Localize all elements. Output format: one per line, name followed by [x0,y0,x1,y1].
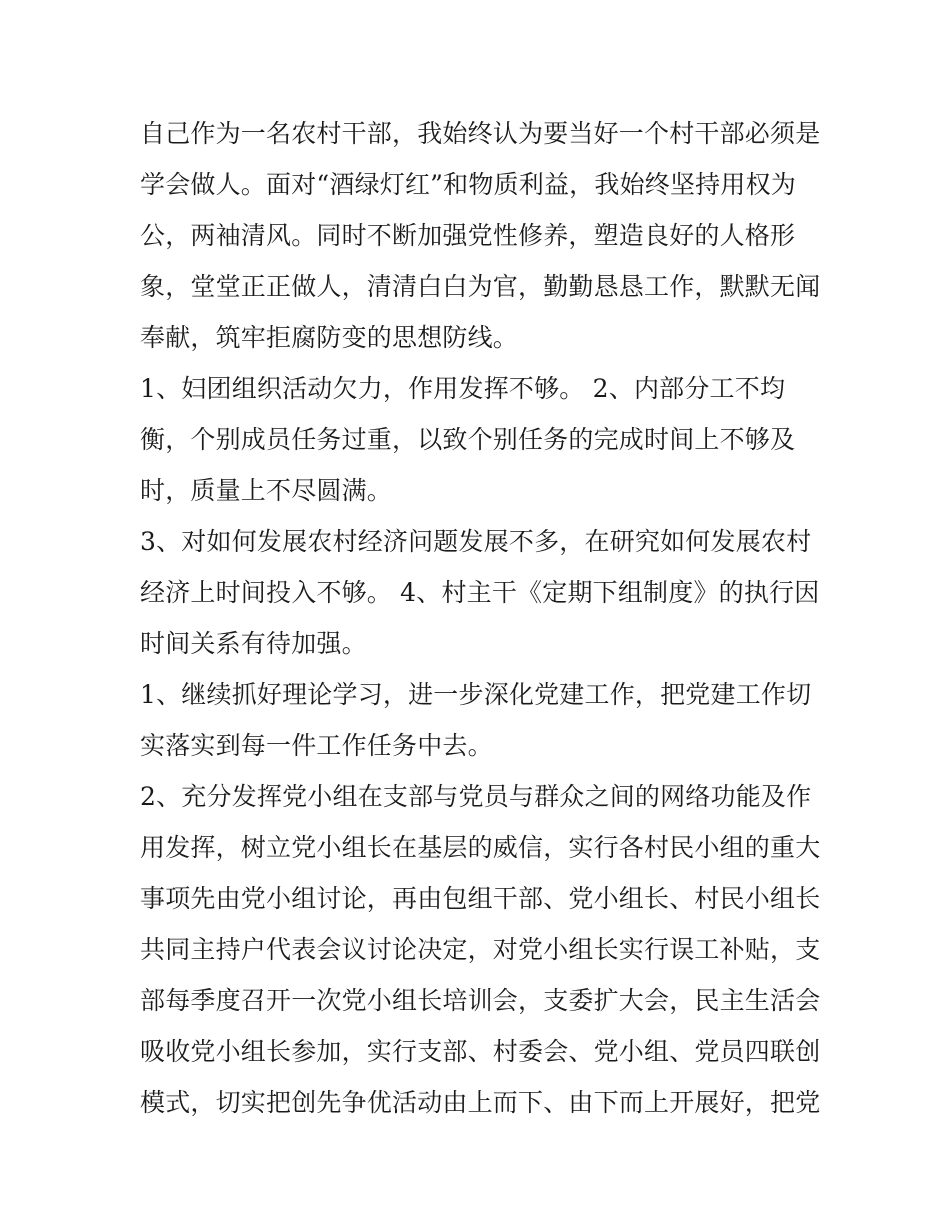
text-line: 经济上时间投入不够。 4、村主干《定期下组制度》的执行因 [140,578,820,607]
text-line: 3、对如何发展农村经济问题发展不多，在研究如何发展农村 [140,527,812,556]
text-line: 衡，个别成员任务过重，以致个别任务的完成时间上不够及 [140,425,796,454]
text-line: 共同主持户代表会议讨论决定，对党小组长实行误工补贴，支 [140,935,821,964]
text-line: 奉献，筑牢拒腐防变的思想防线。 [140,323,519,352]
text-line: 模式，切实把创先争优活动由上而下、由下而上开展好，把党 [140,1088,821,1117]
text-line: 学会做人。面对“酒绿灯红”和物质利益，我始终坚持用权为 [140,170,796,199]
text-line: 事项先由党小组讨论，再由包组干部、党小组长、村民小组长 [140,884,821,913]
text-line: 1、妇团组织活动欠力，作用发挥不够。 2、内部分工不均 [140,374,786,403]
text-line: 1、继续抓好理论学习，进一步深化党建工作，把党建工作切 [140,680,812,709]
text-line: 吸收党小组长参加，实行支部、村委会、党小组、党员四联创 [140,1037,821,1066]
text-line: 象，堂堂正正做人，清清白白为官，勤勤恳恳工作，默默无闻 [140,272,821,301]
text-line: 自己作为一名农村干部，我始终认为要当好一个村干部必须是 [140,119,821,148]
text-line: 2、充分发挥党小组在支部与党员与群众之间的网络功能及作 [140,782,812,811]
text-line: 实落实到每一件工作任务中去。 [140,731,493,760]
document-body [140,108,820,1128]
text-line: 部每季度召开一次党小组长培训会，支委扩大会，民主生活会 [140,986,821,1015]
text-line: 时，质量上不尽圆满。 [140,476,393,505]
text-line: 公，两袖清风。同时不断加强党性修养，塑造良好的人格形 [140,221,796,250]
text-line: 时间关系有待加强。 [140,629,367,658]
text-line: 用发挥，树立党小组长在基层的威信，实行各村民小组的重大 [140,833,821,862]
